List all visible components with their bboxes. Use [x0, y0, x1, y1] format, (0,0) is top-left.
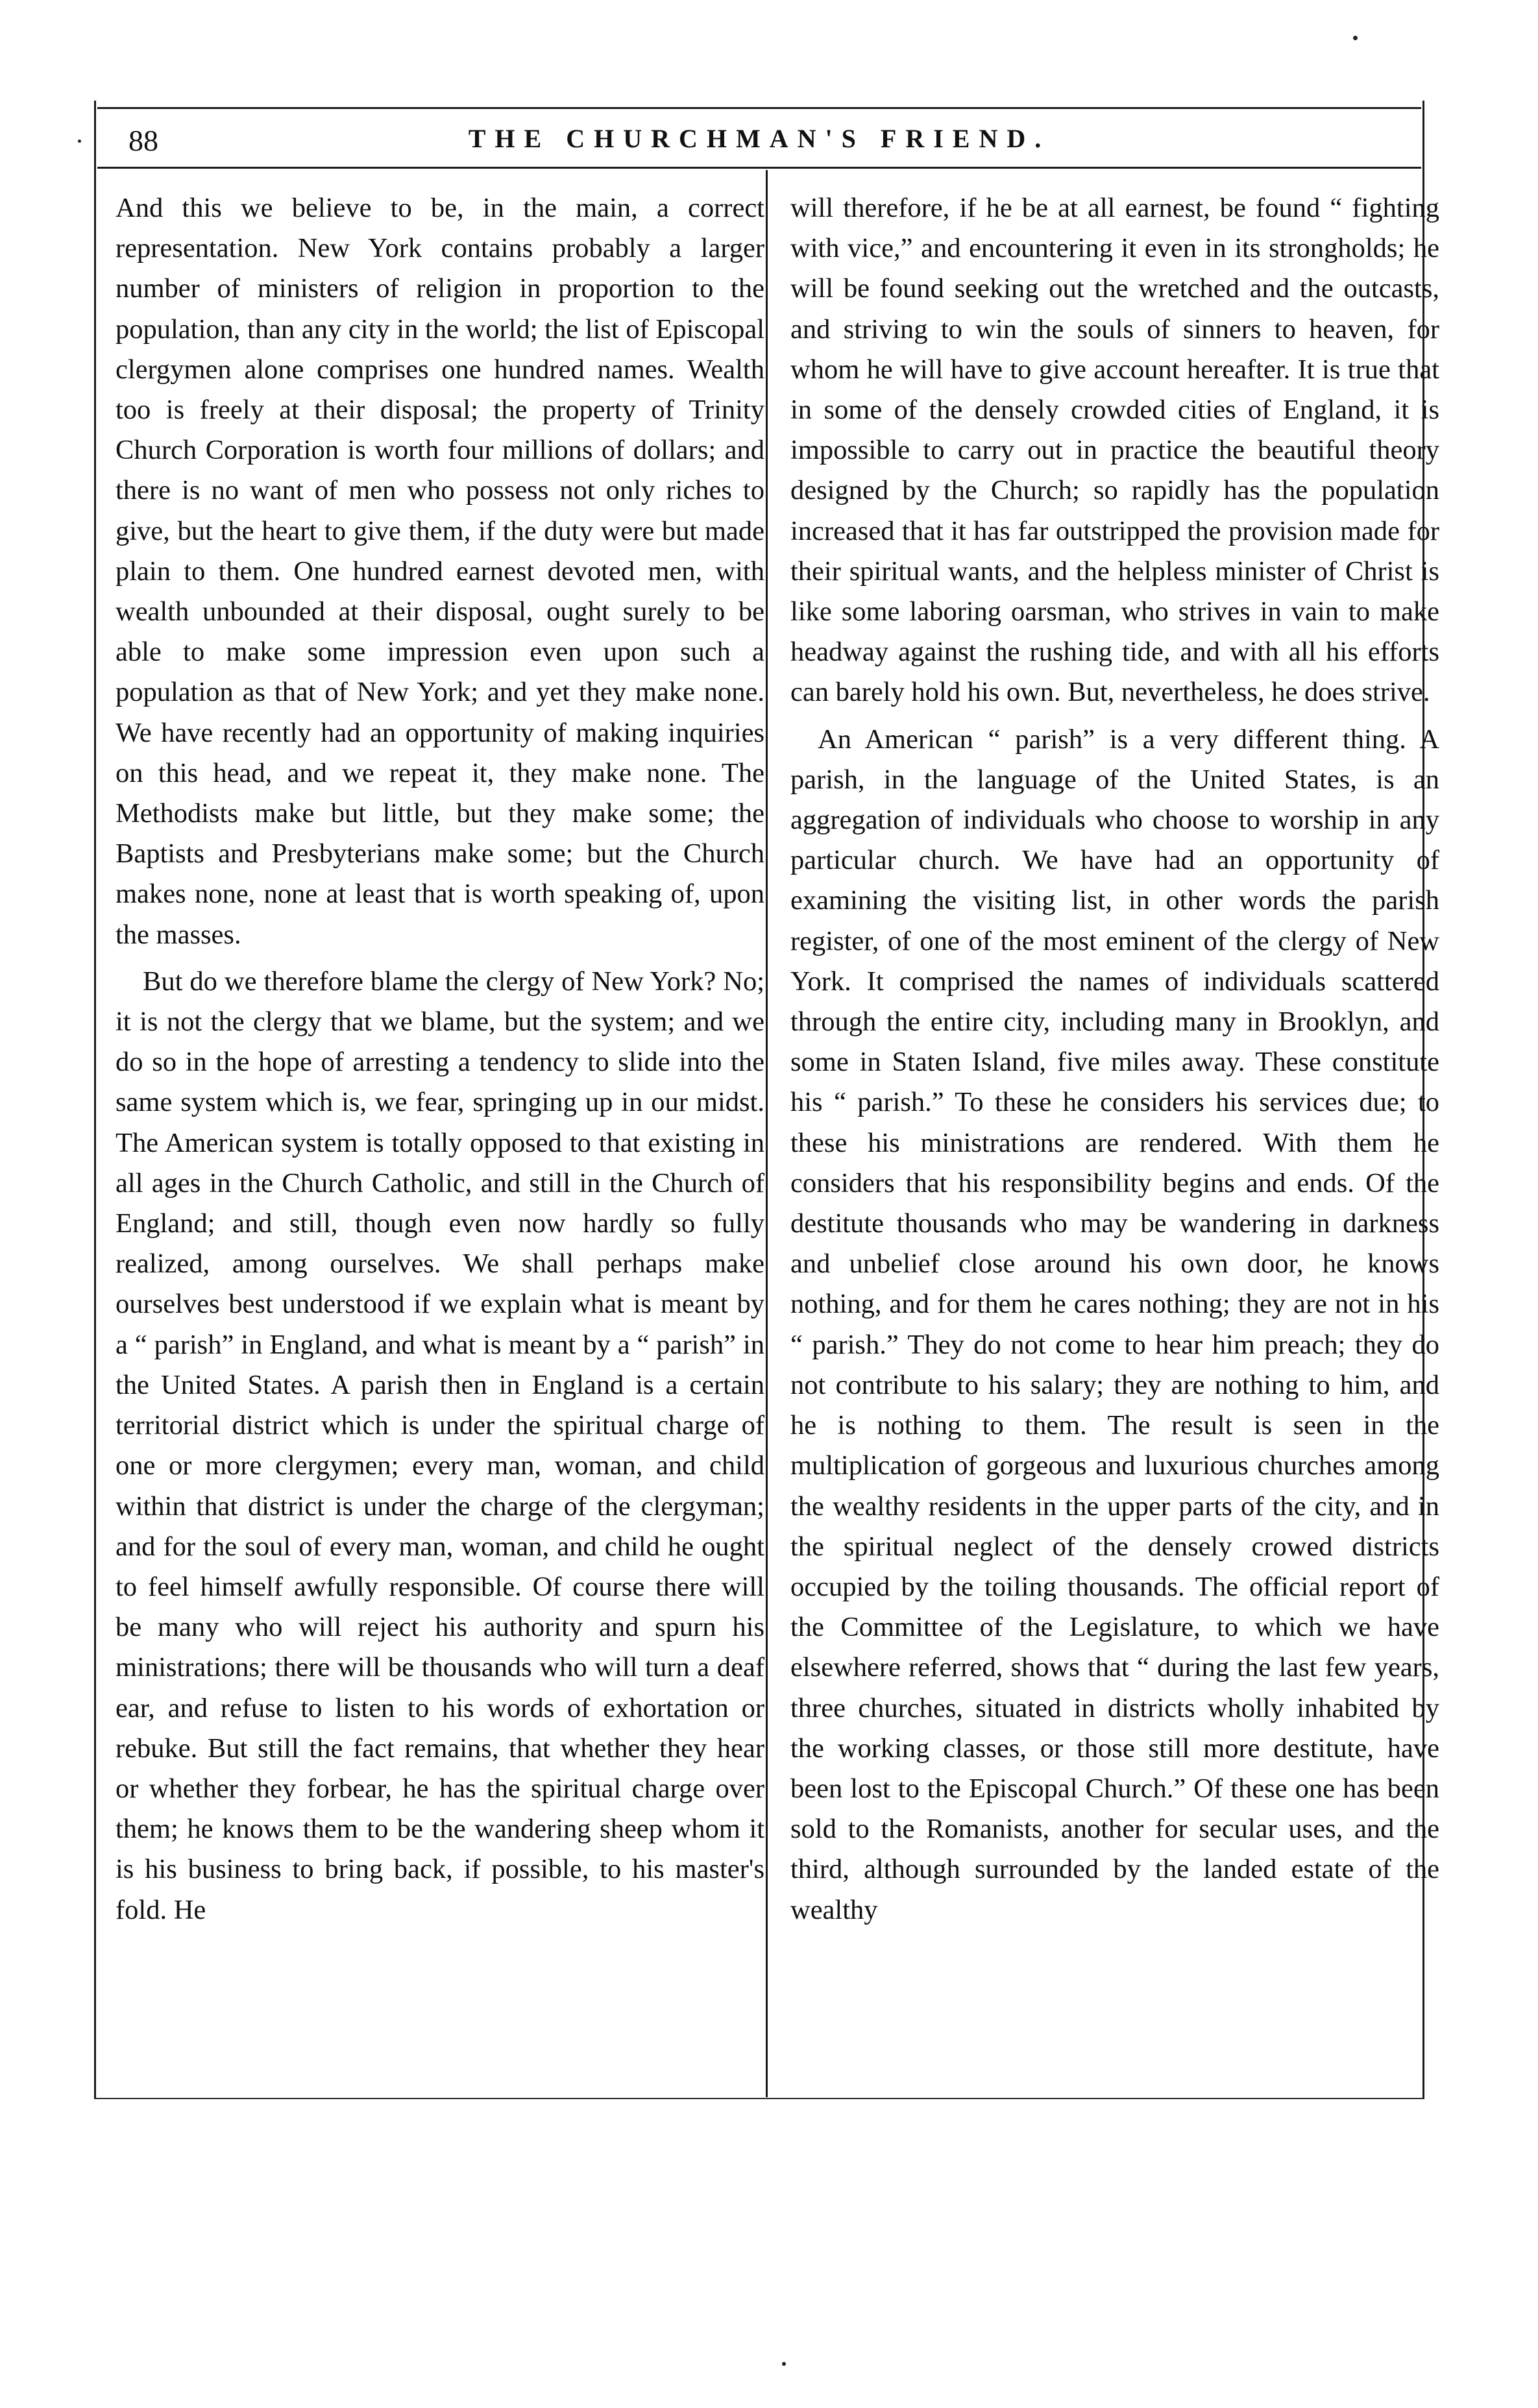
- left-paragraph-1: And this we believe to be, in the main, a correct representation. New York contains probably a larger number of ministers of religion in proportion to the population, than any city in the world; the list of Episcopal clergymen alone comprises one hundred names. Wealth too is freely at their disposal; the property of Trinity Church Corporation is worth four millions of dollars; and there is no want of men who possess not only riches to give, but the heart to give them, if the duty were but made plain to them. One hundred earnest devoted men, with wealth unbounded at their disposal, ought surely to be able to make some impression even upon such a population as that of New York; and yet they make none. We have recently had an opportunity of making inquiries on this head, and we repeat it, they make none. The Methodists make but little, but they make some; the Baptists and Presbyterians make some; but the Church makes none, none at least that is worth speaking of, upon the masses.: [116, 193, 764, 950]
- running-header: [97, 107, 1421, 169]
- right-paragraph-2: An American “ parish” is a very different thing. A parish, in the language of the United States, is an aggregation of individuals who choose to worship in any particular church. We have had an opportunity of examining the visiting list, in other words the parish register, of one of the most eminent of the clergy of New York. It comprised the names of individuals scattered through the entire city, including many in Brooklyn, and some in Staten Island, five miles away. These constitute his “ parish.” To these he considers his services due; to these his ministrations are rendered. With them he considers that his responsibility begins and ends. Of the destitute thousands who may be wandering in darkness and unbelief close around his own door, he knows nothing, and for them he cares nothing; they are not in his “ parish.” They do not come to hear him preach; they do not contribute to his salary; they are nothing to him, and he is nothing to them. The result is seen in the multiplication of gorgeous and luxurious churches among the wealthy residents in the upper parts of the city, and in the spiritual neglect of the densely crowed districts occupied by the toiling thousands. The official report of the Committee of the Legislature, to which we have elsewhere referred, shows that “ during the last few years, three churches, situated in districts wholly inhabited by the working classes, or those still more destitute, have been lost to the Episcopal Church.” Of these one has been sold to the Romanists, another for secular uses, and the third, although surrounded by the landed estate of the wealthy: [790, 724, 1439, 1925]
- scan-speck: [78, 140, 81, 143]
- scan-speck: [1353, 36, 1358, 40]
- page-number: 88: [128, 124, 158, 157]
- left-paragraph-2: But do we therefore blame the clergy of New York? No; it is not the clergy that we blame, but the system; and we do so in the hope of arresting a tendency to slide into the same system which is, we fear, springing up in our midst. The American system is totally opposed to that existing in all ages in the Church Catholic, and still in the Church of England; and still, though even now hardly so fully realized, among ourselves. We shall perhaps make ourselves best understood if we explain what is meant by a “ parish” in England, and what is meant by a “ parish” in the United States. A parish then in England is a certain territorial district which is under the spiritual charge of one or more clergymen; every man, woman, and child within that district is under the charge of the clergyman; and for the soul of every man, woman, and child he ought to feel himself awfully responsible. Of course there will be many who will reject his authority and spurn his ministrations; there will be thousands who will turn a deaf ear, and refuse to listen to his words of exhortation or rebuke. But still the fact remains, that whether they hear or whether they forbear, he has the spiritual charge over them; he knows them to be the wandering sheep whom it is his business to bring back, if possible, to his master's fold. He: [116, 966, 764, 1925]
- column-divider: [766, 170, 768, 2097]
- left-column: [116, 188, 764, 2089]
- scan-speck: [782, 2362, 786, 2366]
- right-paragraph-1: will therefore, if he be at all earnest, be found “ fighting with vice,” and encountering it even in its strongholds; he will be found seeking out the wretched and the outcasts, and striving to win the souls of sinners to heaven, for whom he will have to give account hereafter. It is true that in some of the densely crowded cities of England, it is impossible to carry out in practice the beautiful theory designed by the Church; so rapidly has the population increased that it has far outstripped the provision made for their spiritual wants, and the helpless minister of Christ is like some laboring oarsman, who strives in vain to make headway against the rushing tide, and with all his efforts can barely hold his own. But, nevertheless, he does strive.: [790, 193, 1439, 708]
- right-column: [790, 188, 1439, 2089]
- running-title: THE CHURCHMAN'S FRIEND.: [468, 124, 1051, 153]
